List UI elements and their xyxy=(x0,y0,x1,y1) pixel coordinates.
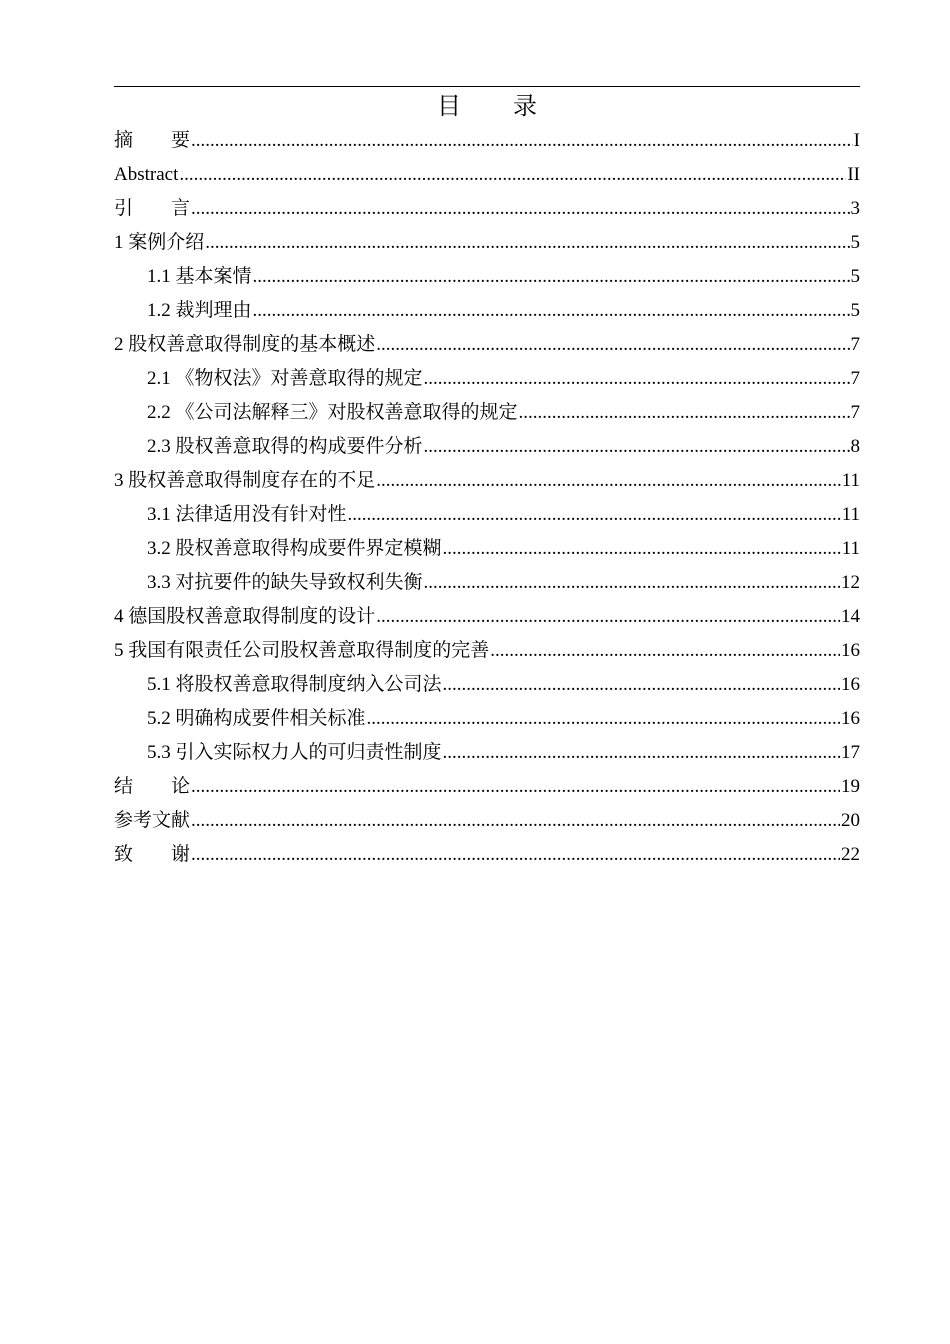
toc-entry[interactable] xyxy=(114,668,860,702)
toc-entry-label: 引 言 xyxy=(114,198,191,219)
toc-entry-label: 1.2 裁判理由 xyxy=(147,300,252,321)
toc-entry-label: 3.2 股权善意取得构成要件界定模糊 xyxy=(147,538,442,559)
toc-leader-dots xyxy=(424,362,850,396)
toc-entry-page-number: 16 xyxy=(841,674,860,695)
toc-entry-label: 2.1 《物权法》对善意取得的规定 xyxy=(147,368,423,389)
toc-entry-page-number: 16 xyxy=(841,640,860,661)
toc-leader-dots xyxy=(424,566,840,600)
toc-leader-dots xyxy=(376,464,840,498)
title-char-right: 录 xyxy=(513,94,537,120)
toc-entry-page-number: 14 xyxy=(841,606,860,627)
toc-leader-dots xyxy=(191,804,840,838)
toc-leader-dots xyxy=(191,124,853,158)
toc-list xyxy=(114,124,860,872)
toc-entry-label: 5.3 引入实际权力人的可归责性制度 xyxy=(147,742,442,763)
toc-entry-page-number: 3 xyxy=(850,198,860,219)
toc-leader-dots xyxy=(376,328,849,362)
toc-entry-page-number: 5 xyxy=(850,266,860,287)
toc-leader-dots xyxy=(191,770,840,804)
page-title xyxy=(114,90,860,124)
toc-entry-page-number: I xyxy=(853,130,860,151)
toc-entry[interactable] xyxy=(114,158,860,192)
toc-entry[interactable] xyxy=(114,260,860,294)
toc-entry[interactable] xyxy=(114,362,860,396)
toc-entry[interactable] xyxy=(114,124,860,158)
toc-entry-label: 1.1 基本案情 xyxy=(147,266,252,287)
toc-leader-dots xyxy=(348,498,841,532)
toc-leader-dots xyxy=(205,226,849,260)
toc-entry-label: Abstract xyxy=(114,164,179,185)
toc-leader-dots xyxy=(179,158,846,192)
toc-leader-dots xyxy=(424,430,850,464)
toc-entry[interactable] xyxy=(114,600,860,634)
toc-entry-label: 5.2 明确构成要件相关标准 xyxy=(147,708,366,729)
toc-entry-label: 2.2 《公司法解释三》对股权善意取得的规定 xyxy=(147,402,518,423)
toc-leader-dots xyxy=(376,600,840,634)
toc-entry[interactable] xyxy=(114,294,860,328)
toc-entry[interactable] xyxy=(114,226,860,260)
toc-entry-page-number: 22 xyxy=(841,844,860,865)
toc-entry[interactable] xyxy=(114,770,860,804)
toc-entry[interactable] xyxy=(114,498,860,532)
toc-entry-page-number: 5 xyxy=(850,232,860,253)
toc-entry-label: 摘 要 xyxy=(114,130,191,151)
toc-entry-page-number: 5 xyxy=(850,300,860,321)
toc-entry-label: 致 谢 xyxy=(114,844,191,865)
toc-entry[interactable] xyxy=(114,430,860,464)
toc-entry-label: 5.1 将股权善意取得制度纳入公司法 xyxy=(147,674,442,695)
toc-entry-label: 2.3 股权善意取得的构成要件分析 xyxy=(147,436,423,457)
toc-entry-label: 3 股权善意取得制度存在的不足 xyxy=(114,470,376,491)
toc-leader-dots xyxy=(191,192,849,226)
toc-entry-label: 结 论 xyxy=(114,776,191,797)
toc-entry-page-number: 11 xyxy=(841,470,860,491)
toc-entry[interactable] xyxy=(114,838,860,872)
toc-leader-dots xyxy=(519,396,850,430)
toc-leader-dots xyxy=(253,260,850,294)
toc-entry-page-number: 12 xyxy=(841,572,860,593)
toc-entry-page-number: 17 xyxy=(841,742,860,763)
toc-entry-label: 3.3 对抗要件的缺失导致权利失衡 xyxy=(147,572,423,593)
toc-entry-page-number: 11 xyxy=(841,538,860,559)
toc-leader-dots xyxy=(490,634,840,668)
toc-entry-page-number: 7 xyxy=(850,368,860,389)
toc-entry-page-number: II xyxy=(847,164,860,185)
toc-entry-page-number: 11 xyxy=(841,504,860,525)
title-char-left: 目 xyxy=(437,94,461,120)
toc-leader-dots xyxy=(443,668,840,702)
toc-entry[interactable] xyxy=(114,702,860,736)
toc-entry-label: 2 股权善意取得制度的基本概述 xyxy=(114,334,376,355)
toc-entry[interactable] xyxy=(114,464,860,498)
toc-entry-label: 1 案例介绍 xyxy=(114,232,205,253)
toc-entry[interactable] xyxy=(114,566,860,600)
toc-entry-page-number: 7 xyxy=(850,334,860,355)
toc-entry-page-number: 8 xyxy=(850,436,860,457)
toc-entry[interactable] xyxy=(114,634,860,668)
toc-entry-label: 3.1 法律适用没有针对性 xyxy=(147,504,347,525)
toc-entry[interactable] xyxy=(114,804,860,838)
header-rule xyxy=(114,86,860,87)
toc-leader-dots xyxy=(367,702,840,736)
toc-entry-page-number: 7 xyxy=(850,402,860,423)
toc-entry[interactable] xyxy=(114,736,860,770)
toc-leader-dots xyxy=(443,532,841,566)
toc-entry-label: 4 德国股权善意取得制度的设计 xyxy=(114,606,376,627)
toc-entry-page-number: 16 xyxy=(841,708,860,729)
toc-entry[interactable] xyxy=(114,396,860,430)
toc-entry[interactable] xyxy=(114,192,860,226)
toc-entry[interactable] xyxy=(114,532,860,566)
toc-entry[interactable] xyxy=(114,328,860,362)
toc-entry-label: 5 我国有限责任公司股权善意取得制度的完善 xyxy=(114,640,490,661)
toc-leader-dots xyxy=(443,736,840,770)
toc-leader-dots xyxy=(191,838,840,872)
toc-entry-page-number: 19 xyxy=(841,776,860,797)
toc-entry-label: 参考文献 xyxy=(114,810,191,831)
toc-leader-dots xyxy=(253,294,850,328)
toc-entry-page-number: 20 xyxy=(841,810,860,831)
